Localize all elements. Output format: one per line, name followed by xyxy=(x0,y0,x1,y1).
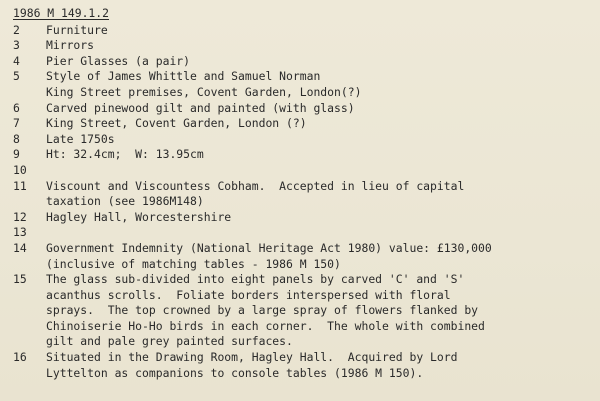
entry-row-15 xyxy=(13,272,593,350)
entry-row-4 xyxy=(13,54,593,70)
reference-number: 1986 M 149.1.2 xyxy=(13,6,110,20)
entry-text-line: Mirrors xyxy=(46,38,95,53)
entry-text xyxy=(46,163,593,179)
entry-row-7 xyxy=(13,116,593,132)
entry-number: 12 xyxy=(13,209,27,224)
entry-text-line: Carved pinewood gilt and painted (with glass) xyxy=(46,100,355,115)
entry-row-3 xyxy=(13,38,593,54)
entry-number: 7 xyxy=(13,116,20,131)
entry-text-line: taxation (see 1986M148) xyxy=(46,194,204,209)
entry-text xyxy=(46,38,593,54)
entry-text-line: Viscount and Viscountess Cobham. Accepted in lieu of capital xyxy=(46,178,465,193)
entry-row-16 xyxy=(13,350,593,381)
entry-text-line xyxy=(46,163,593,179)
entry-text xyxy=(46,210,593,226)
entry-text-line: King Street premises, Covent Garden, London(?) xyxy=(46,84,362,99)
entry-text-line: Government Indemnity (National Heritage Act 1980) value: £130,000 xyxy=(46,240,492,255)
entry-row-13 xyxy=(13,225,593,241)
entry-row-9 xyxy=(13,147,593,163)
entry-text xyxy=(46,54,593,70)
entry-text xyxy=(46,101,593,117)
entry-text-line: Furniture xyxy=(46,22,108,37)
entry-number: 5 xyxy=(13,69,20,84)
entry-number: 4 xyxy=(13,53,20,68)
entry-row-6 xyxy=(13,101,593,117)
entry-row-12 xyxy=(13,210,593,226)
entry-row-5 xyxy=(13,69,593,100)
entry-row-10 xyxy=(13,163,593,179)
entry-number: 3 xyxy=(13,38,20,53)
entry-text-line: Chinoiserie Ho-Ho birds in each corner. The whole with combined xyxy=(46,318,485,333)
entry-text-line: gilt and pale grey painted surfaces. xyxy=(46,334,293,349)
entry-text xyxy=(46,116,593,132)
entry-number: 15 xyxy=(13,272,27,287)
entry-text-line: Pier Glasses (a pair) xyxy=(46,53,191,68)
entry-text-line: The glass sub-divided into eight panels by carved 'C' and 'S' xyxy=(46,272,465,287)
entry-text xyxy=(46,350,593,381)
entry-text xyxy=(46,132,593,148)
entry-text xyxy=(46,272,593,350)
entry-number: 13 xyxy=(13,225,27,240)
entry-text xyxy=(46,241,593,272)
entry-text-line: sprays. The top crowned by a large spray of flowers flanked by xyxy=(46,303,479,318)
entries-list xyxy=(13,23,593,382)
entry-number: 2 xyxy=(13,22,20,37)
entry-text-line: (inclusive of matching tables - 1986 M 150) xyxy=(46,256,341,271)
entry-text xyxy=(46,147,593,163)
entry-text-line xyxy=(46,225,593,241)
document-body xyxy=(13,6,593,381)
entry-row-8 xyxy=(13,132,593,148)
entry-text-line: acanthus scrolls. Foliate borders interspersed with floral xyxy=(46,287,451,302)
entry-text-line: Late 1750s xyxy=(46,131,115,146)
entry-text-line: Situated in the Drawing Room, Hagley Hall. Acquired by Lord xyxy=(46,350,458,365)
entry-text xyxy=(46,69,593,100)
entry-text-line: Hagley Hall, Worcestershire xyxy=(46,209,232,224)
entry-text-line: Style of James Whittle and Samuel Norman xyxy=(46,69,321,84)
entry-text-line: Lyttelton as companions to console tables (1986 M 150). xyxy=(46,365,424,380)
entry-number: 11 xyxy=(13,178,27,193)
entry-row-14 xyxy=(13,241,593,272)
entry-text xyxy=(46,23,593,39)
entry-text xyxy=(46,225,593,241)
entry-text xyxy=(46,179,593,210)
reference-number-row xyxy=(13,6,593,23)
entry-row-11 xyxy=(13,179,593,210)
entry-row-2 xyxy=(13,23,593,39)
entry-number: 10 xyxy=(13,162,27,177)
entry-number: 6 xyxy=(13,100,20,115)
entry-number: 9 xyxy=(13,147,20,162)
entry-number: 8 xyxy=(13,131,20,146)
entry-text-line: King Street, Covent Garden, London (?) xyxy=(46,116,307,131)
entry-text-line: Ht: 32.4cm; W: 13.95cm xyxy=(46,147,204,162)
entry-number: 16 xyxy=(13,350,27,365)
entry-number: 14 xyxy=(13,240,27,255)
